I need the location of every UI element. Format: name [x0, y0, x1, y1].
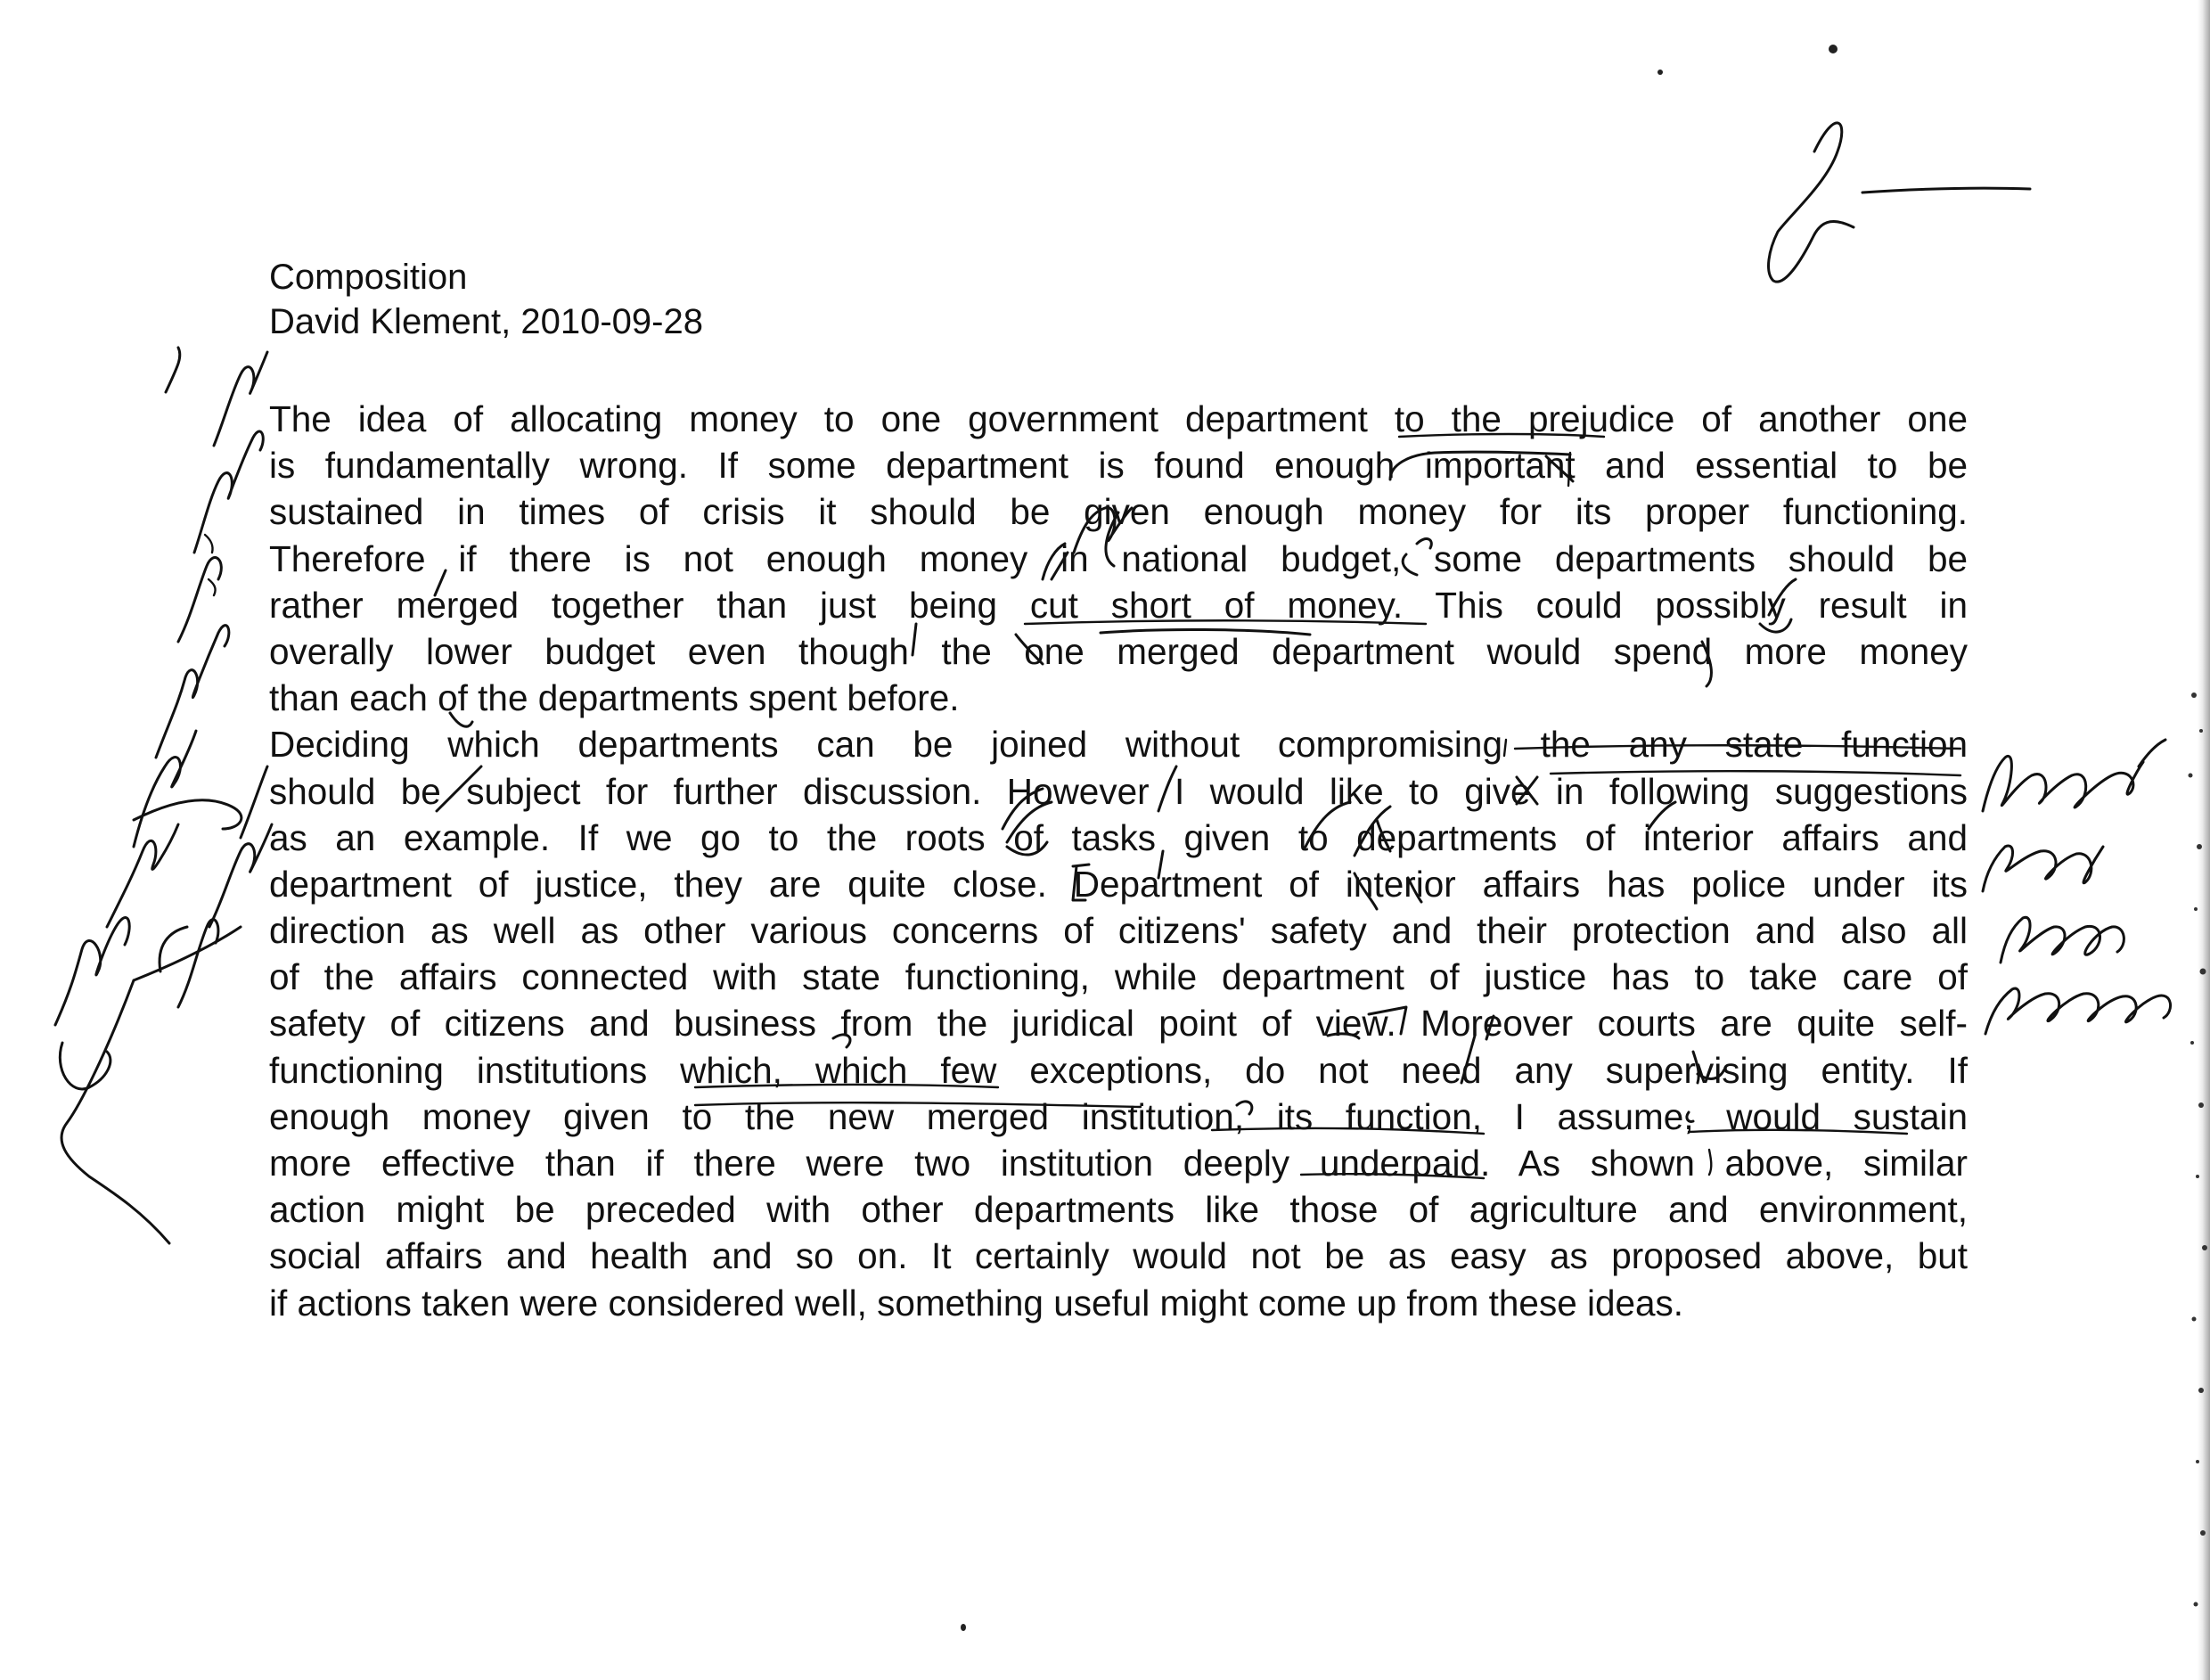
- text-line: rather merged together than just being cut short of money. This could possibly result in: [269, 584, 1968, 626]
- document-title: Composition: [269, 258, 468, 297]
- text-line: direction as well as other various concerns of citizens' safety and their protection and also all: [269, 910, 1968, 952]
- text-line: as an example. If we go to the roots of tasks given to departments of interior affairs and: [269, 816, 1968, 858]
- text-line: The idea of allocating money to one government department to the prejudice of another one: [269, 398, 1968, 439]
- paragraph-1: [269, 396, 1968, 721]
- text-line: department of justice, they are quite close. Department of interior affairs has police under its: [269, 863, 1968, 905]
- text-line: is fundamentally wrong. If some department is found enough important and essential to be: [269, 445, 1968, 487]
- document-header: [269, 255, 703, 344]
- text-line: safety of citizens and business from the juridical point of view. Moreover courts are quite self-: [269, 1003, 1968, 1045]
- text-line: should be subject for further discussion. However I would like to give in following suggestions: [269, 770, 1968, 812]
- scan-speck: [1829, 45, 1838, 53]
- text-line: Deciding which departments can be joined without compromising the any state function: [269, 724, 1968, 766]
- text-line: enough money given to the new merged institution, its function, I assume, would sustain: [269, 1095, 1968, 1137]
- scan-speck: [961, 1624, 966, 1631]
- grade-mark-handwriting: [1769, 123, 2030, 282]
- left-margin-handwriting: [55, 348, 272, 1243]
- document-byline: David Klement, 2010-09-28: [269, 302, 703, 341]
- right-margin-handwriting: [1983, 740, 2171, 1034]
- text-line: of the affairs connected with state functioning, while department of justice has to take care of: [269, 956, 1968, 998]
- text-line: overally lower budget even though the one merged department would spend more money: [269, 630, 1968, 672]
- text-line: Therefore if there is not enough money in national budget, some departments should be: [269, 537, 1968, 579]
- text-line: more effective than if there were two institution deeply underpaid. As shown above, similar: [269, 1143, 1968, 1184]
- text-line: sustained in times of crisis it should be given enough money for its proper functioning.: [269, 491, 1968, 533]
- text-line: than each of the departments spent before.: [269, 677, 960, 719]
- paragraph-2: [269, 721, 1968, 1325]
- scan-speck: [1658, 70, 1663, 75]
- scan-edge-noise: [2174, 677, 2210, 1658]
- text-line: functioning institutions which, which few exceptions, do not need any supervising entity. If: [269, 1049, 1968, 1091]
- essay-body: [269, 396, 1968, 1326]
- text-line: action might be preceded with other departments like those of agriculture and environment,: [269, 1189, 1968, 1231]
- text-line: social affairs and health and so on. It certainly would not be as easy as proposed above, but: [269, 1235, 1968, 1277]
- text-line: if actions taken were considered well, something useful might come up from these ideas.: [269, 1282, 1684, 1324]
